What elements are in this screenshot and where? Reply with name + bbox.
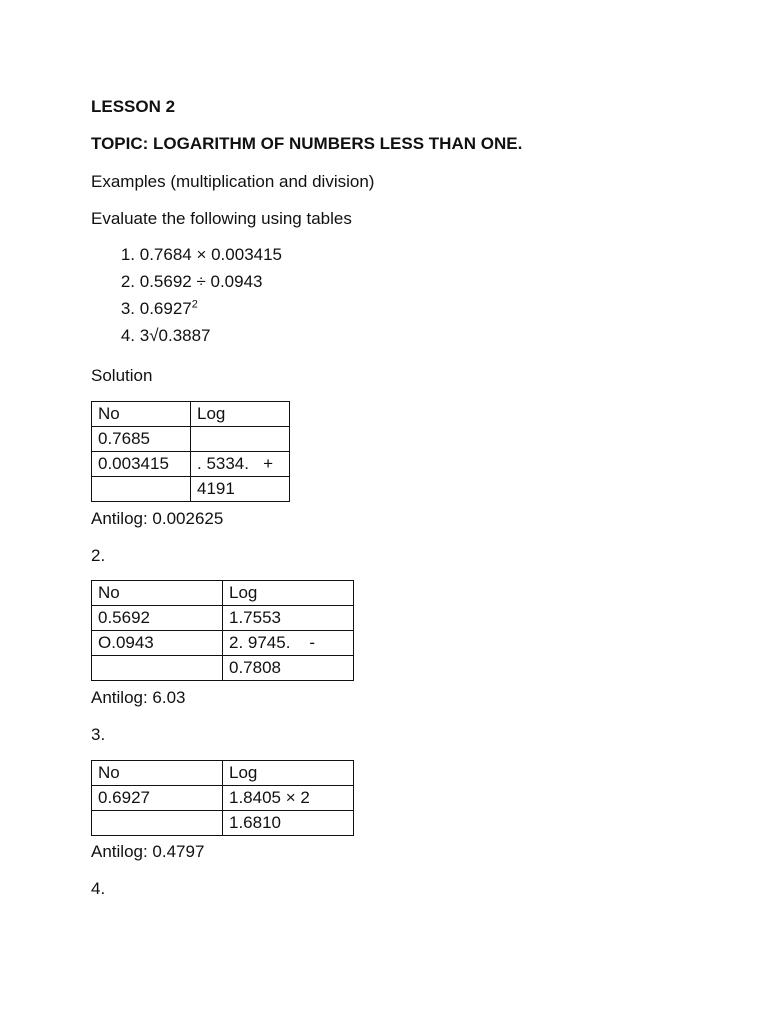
topic-heading: TOPIC: LOGARITHM OF NUMBERS LESS THAN ONE. [91,134,523,153]
table-cell: O.0943 [92,631,223,656]
antilog-result-3: Antilog: 0.4797 [91,842,205,861]
table-header-row [92,402,290,427]
list-item [91,272,282,299]
log-table-3 [91,760,354,836]
list-item-superscript: 2 [191,298,198,311]
examples-heading: Examples (multiplication and division) [91,172,375,191]
solution-label-3: 3. [91,725,106,744]
table-row [92,427,290,452]
table-cell [191,427,290,452]
solution-label-2: 2. [91,546,106,565]
list-item-number: 4. [120,326,135,345]
table-header-row [92,761,354,786]
table-row [92,656,354,681]
table-header-cell: Log [223,761,354,786]
table-cell: 1.8405 × 2 [223,786,354,811]
antilog-result-1: Antilog: 0.002625 [91,509,224,528]
list-item-expression: 0.5692 ÷ 0.0943 [139,272,263,291]
table-cell [92,477,191,502]
list-item-number: 1. [120,245,135,264]
table-cell: 1.6810 [223,811,354,836]
solution-heading: Solution [91,366,153,385]
table-row [92,452,290,477]
table-header-cell: Log [223,581,354,606]
table-cell [92,656,223,681]
list-item-expression: 3√0.3887 [139,326,211,345]
list-item [91,326,282,353]
table-row [92,811,354,836]
list-item-number: 3. [120,299,135,318]
table-cell: 1.7553 [223,606,354,631]
antilog-result-2: Antilog: 6.03 [91,688,186,707]
list-item-expression: 0.6927 [139,299,192,318]
table-cell: 2. 9745. - [223,631,354,656]
table-header-cell: Log [191,402,290,427]
table-cell: 0.003415 [92,452,191,477]
table-cell: 0.7685 [92,427,191,452]
table-row [92,477,290,502]
list-item-expression: 0.7684 × 0.003415 [139,245,283,264]
table-cell: 0.5692 [92,606,223,631]
table-header-cell: No [92,581,223,606]
table-cell: . 5334. + [191,452,290,477]
table-row [92,606,354,631]
table-row [92,631,354,656]
solution-label-4: 4. [91,879,106,898]
list-item [91,299,282,326]
list-item [91,245,282,272]
table-cell [92,811,223,836]
table-header-cell: No [92,761,223,786]
table-row [92,786,354,811]
lesson-title: LESSON 2 [91,97,176,116]
table-header-cell: No [92,402,191,427]
list-item-number: 2. [120,272,135,291]
log-table-1 [91,401,290,502]
examples-list [91,245,282,353]
table-cell: 4191 [191,477,290,502]
table-cell: 0.7808 [223,656,354,681]
table-cell: 0.6927 [92,786,223,811]
table-header-row [92,581,354,606]
instruction-text: Evaluate the following using tables [91,209,352,228]
log-table-2 [91,580,354,681]
